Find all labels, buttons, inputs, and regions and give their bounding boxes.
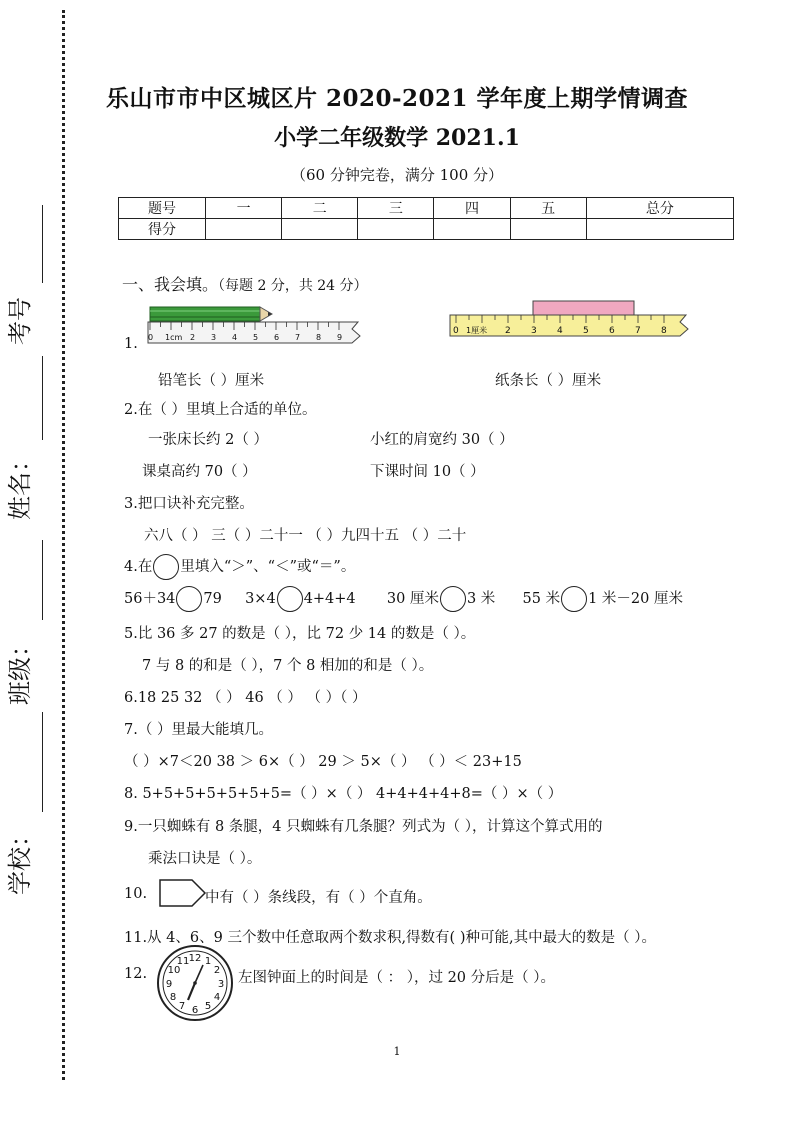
svg-text:6: 6: [274, 333, 280, 342]
class-blank: [42, 540, 43, 620]
exam-no-blank: [42, 205, 43, 283]
q4-stem-pre: 4.在: [124, 559, 153, 575]
page-number: 1: [393, 1045, 401, 1058]
svg-text:6: 6: [191, 1005, 199, 1016]
q2-item-b: 小红的肩宽约 30（ ）: [370, 432, 514, 448]
q4-stem: [124, 554, 355, 580]
clock-face-icon: [156, 944, 234, 1022]
svg-text:5: 5: [253, 333, 259, 342]
svg-text:8: 8: [169, 992, 177, 1003]
q4-c-right: 3 米: [466, 591, 496, 607]
q4-b-left: 3×4: [245, 591, 276, 607]
svg-text:12: 12: [188, 953, 202, 964]
compare-circle-c[interactable]: [440, 586, 466, 612]
score-header-cell: 三: [358, 198, 434, 219]
svg-text:6: 6: [609, 326, 615, 336]
pencil-body: [150, 307, 260, 321]
q4-b-right: 4+4+4: [303, 591, 356, 607]
q4-d-right: 1 米－20 厘米: [588, 591, 683, 607]
score-header-cell: 五: [510, 198, 586, 219]
q12-number: 12.: [124, 966, 148, 982]
score-table-header-row: [119, 198, 734, 219]
section-1-title: 一、我会填。: [122, 275, 219, 294]
q1-number: 1.: [124, 336, 138, 352]
svg-text:2: 2: [213, 965, 221, 976]
q11-text: 11.从 4、6、9 三个数中任意取两个数求积,得数有( )种可能,其中最大的数是（ ）。: [124, 930, 656, 946]
paper-strip: [533, 301, 634, 315]
q12-text: 左图钟面上的时间是（ ： ），过 20 分后是（ ）。: [238, 970, 555, 986]
svg-text:4: 4: [213, 992, 221, 1003]
q5-line-a: 5.比 36 多 27 的数是（ ），比 72 少 14 的数是（ ）。: [124, 626, 476, 642]
svg-text:7: 7: [178, 1001, 186, 1012]
svg-text:2: 2: [190, 333, 196, 342]
svg-text:0: 0: [148, 333, 154, 342]
q2-item-a: 一张床长约 2（ ）: [148, 432, 268, 448]
exam-no-label: 考号: [6, 297, 34, 345]
q7-stem: 7.（ ）里最大能填几。: [124, 722, 273, 738]
score-cell[interactable]: [510, 219, 586, 240]
name-blank: [42, 356, 43, 440]
svg-text:3: 3: [211, 333, 217, 342]
ruler-2-numbers: [453, 325, 667, 336]
svg-text:4: 4: [232, 333, 238, 342]
score-table-score-row: [119, 219, 734, 240]
exam-note: （60 分钟完卷，满分 100 分）: [290, 166, 504, 184]
svg-text:9: 9: [337, 333, 343, 342]
score-cell[interactable]: [434, 219, 510, 240]
exam-title: 乐山市市中区城区片 2020-2021 学年度上期学情调查: [105, 85, 689, 112]
q6-sequence: 6.18 25 32 （ ） 46 （ ） （ ）（ ）: [124, 690, 367, 706]
q2-item-d: 下课时间 10（ ）: [370, 464, 485, 480]
exam-subtitle: 小学二年级数学 2021.1: [274, 125, 520, 151]
section-1-heading: [122, 272, 368, 295]
school-label: 学校：: [6, 823, 34, 895]
compare-circle-a[interactable]: [176, 586, 202, 612]
score-cell[interactable]: [206, 219, 282, 240]
class-label: 班级：: [6, 633, 34, 705]
svg-text:8: 8: [316, 333, 322, 342]
svg-text:9: 9: [165, 979, 173, 990]
q10-text: 中有（ ）条线段，有（ ）个直角。: [205, 890, 432, 906]
svg-text:5: 5: [583, 326, 589, 336]
svg-text:11: 11: [176, 956, 190, 967]
score-cell[interactable]: [282, 219, 358, 240]
q1-paper-answer: 纸条长（ ）厘米: [495, 373, 602, 389]
svg-text:8: 8: [661, 326, 667, 336]
score-header-cell: 一: [206, 198, 282, 219]
q3-stem: 3.把口诀补充完整。: [124, 496, 254, 512]
q1-pencil-answer: 铅笔长（ ）厘米: [158, 373, 265, 389]
school-blank: [42, 712, 43, 812]
q7-items: （ ）×7＜20 38 ＞ 6×（ ） 29 ＞ 5×（ ） （ ）＜ 23+15: [124, 754, 522, 770]
score-cell[interactable]: [358, 219, 434, 240]
section-1-note: （每题 2 分，共 24 分）: [218, 278, 368, 294]
pentagon-shape-icon: [158, 878, 208, 908]
q2-item-c: 课桌高约 70（ ）: [142, 464, 257, 480]
svg-text:7: 7: [295, 333, 301, 342]
svg-text:2: 2: [505, 326, 511, 336]
q2-stem: 2.在（ ）里填上合适的单位。: [124, 402, 317, 418]
svg-text:0: 0: [453, 326, 459, 336]
svg-text:5: 5: [204, 1001, 212, 1012]
svg-text:1cm: 1cm: [165, 333, 183, 342]
q4-d-left: 55 米: [522, 591, 561, 607]
svg-text:3: 3: [217, 979, 225, 990]
score-header-cell: 四: [434, 198, 510, 219]
q8-items: 8. 5+5+5+5+5+5+5=（ ）×（ ） 4+4+4+4+8=（ ）×（ ）: [124, 786, 563, 802]
q9-line-a: 9.一只蜘蛛有 8 条腿，4 只蜘蛛有几条腿？列式为（ ），计算这个算式用的: [124, 819, 603, 835]
score-row-label: 得分: [119, 219, 206, 240]
svg-text:1厘米: 1厘米: [466, 326, 488, 335]
score-cell[interactable]: [586, 219, 733, 240]
q4-a-right: 79: [203, 591, 222, 607]
q4-items: [124, 586, 683, 612]
compare-circle-d[interactable]: [561, 586, 587, 612]
q9-line-b: 乘法口诀是（ ）。: [148, 851, 262, 867]
score-header-cell: 二: [282, 198, 358, 219]
svg-text:10: 10: [167, 965, 181, 976]
pencil-ruler-figure: [146, 300, 376, 348]
compare-circle-icon: [153, 554, 179, 580]
paper-ruler-figure: [448, 298, 693, 344]
q4-c-left: 30 厘米: [386, 591, 439, 607]
svg-text:1: 1: [204, 956, 212, 967]
q3-items: 六八（ ） 三（ ）二十一 （ ）九四十五 （ ）二十: [144, 528, 467, 544]
q4-a-left: 56＋34: [124, 591, 176, 607]
q10-number: 10.: [124, 886, 148, 902]
compare-circle-b[interactable]: [277, 586, 303, 612]
score-table: [118, 197, 734, 240]
svg-text:4: 4: [557, 326, 563, 336]
score-header-cell: 总分: [586, 198, 733, 219]
svg-text:3: 3: [531, 326, 537, 336]
q4-stem-post: 里填入“＞”、“＜”或“＝”。: [180, 559, 356, 575]
name-label: 姓名：: [6, 448, 34, 520]
q5-line-b: 7 与 8 的和是（ ），7 个 8 相加的和是（ ）。: [142, 658, 434, 674]
score-header-cell: 题号: [119, 198, 206, 219]
svg-text:7: 7: [635, 326, 641, 336]
